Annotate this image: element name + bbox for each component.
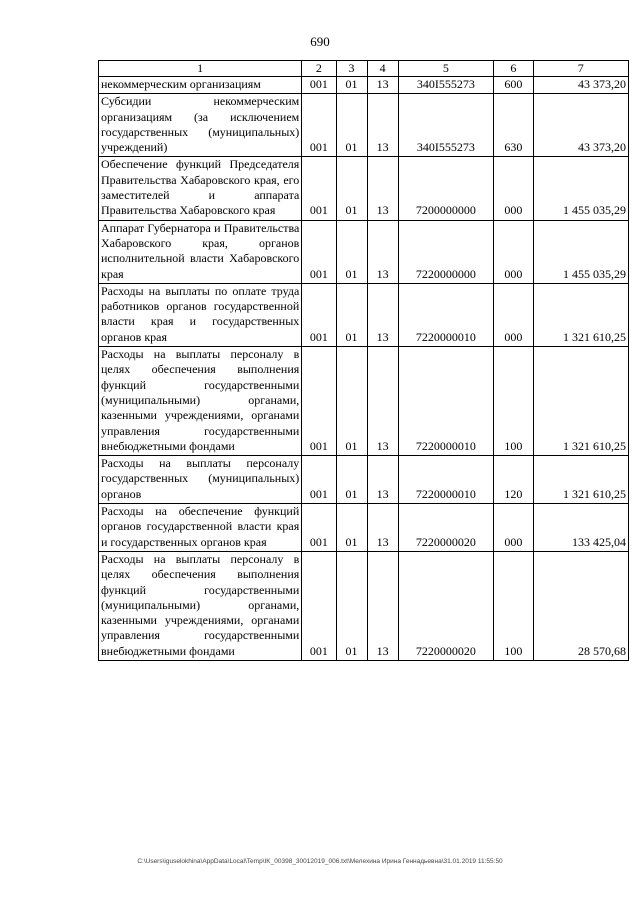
row-expense-type: 100 [494, 551, 533, 660]
table-row [99, 94, 629, 157]
row-name: Аппарат Губернатора и Правительства Хабаровского края, органов исполнительной власти Хабаровского края [99, 220, 302, 283]
row-target-article: 7220000010 [398, 283, 493, 346]
row-code-admin: 001 [302, 504, 336, 552]
row-expense-type: 000 [494, 283, 533, 346]
header-cell-2: 2 [302, 61, 336, 77]
row-subsection: 13 [367, 347, 398, 456]
row-code-admin: 001 [302, 551, 336, 660]
budget-table [98, 60, 629, 661]
row-subsection: 13 [367, 77, 398, 94]
row-name: Расходы на выплаты по оплате труда работников органов государственной власти края и государственных органов края [99, 283, 302, 346]
row-subsection: 13 [367, 157, 398, 220]
row-name: Обеспечение функций Председателя Правительства Хабаровского края, его заместителей и аппарата Правительства Хабаровского края [99, 157, 302, 220]
row-amount: 1 321 610,25 [533, 456, 628, 504]
table-row [99, 283, 629, 346]
row-amount: 1 455 035,29 [533, 157, 628, 220]
row-target-article: 7220000000 [398, 220, 493, 283]
row-section: 01 [336, 157, 367, 220]
row-amount: 1 455 035,29 [533, 220, 628, 283]
row-name: Расходы на выплаты персоналу государственных (муниципальных) органов [99, 456, 302, 504]
row-amount: 1 321 610,25 [533, 283, 628, 346]
row-amount: 1 321 610,25 [533, 347, 628, 456]
row-subsection: 13 [367, 504, 398, 552]
row-amount: 28 570,68 [533, 551, 628, 660]
header-cell-3: 3 [336, 61, 367, 77]
table-row [99, 220, 629, 283]
header-cell-4: 4 [367, 61, 398, 77]
row-name: Расходы на выплаты персоналу в целях обеспечения выполнения функций государственными (муниципальными) органами, казенными учреждениями, органами управления государственными внебюджетными фондами [99, 551, 302, 660]
row-expense-type: 000 [494, 504, 533, 552]
row-subsection: 13 [367, 94, 398, 157]
row-amount: 43 373,20 [533, 77, 628, 94]
row-section: 01 [336, 283, 367, 346]
row-target-article: 7220000020 [398, 551, 493, 660]
row-name: некоммерческим организациям [99, 77, 302, 94]
row-target-article: 7220000010 [398, 347, 493, 456]
header-cell-5: 5 [398, 61, 493, 77]
row-amount: 133 425,04 [533, 504, 628, 552]
row-code-admin: 001 [302, 94, 336, 157]
row-section: 01 [336, 77, 367, 94]
row-expense-type: 000 [494, 220, 533, 283]
table-row [99, 551, 629, 660]
table-row [99, 347, 629, 456]
row-section: 01 [336, 220, 367, 283]
file-path-footer: C:\Users\iguselokhina\AppData\Local\Temp\IK_00398_30012019_006.txt\Мелехина Ирина Геннадьевна\31.01.2019 11:55:50 [137, 858, 503, 865]
header-cell-7: 7 [533, 61, 628, 77]
row-code-admin: 001 [302, 77, 336, 94]
row-code-admin: 001 [302, 220, 336, 283]
row-target-article: 7220000020 [398, 504, 493, 552]
row-expense-type: 000 [494, 157, 533, 220]
row-target-article: 7200000000 [398, 157, 493, 220]
table-row [99, 157, 629, 220]
row-section: 01 [336, 94, 367, 157]
row-code-admin: 001 [302, 456, 336, 504]
row-target-article: 340I555273 [398, 94, 493, 157]
row-expense-type: 630 [494, 94, 533, 157]
row-section: 01 [336, 456, 367, 504]
row-code-admin: 001 [302, 283, 336, 346]
row-section: 01 [336, 504, 367, 552]
header-row [99, 61, 629, 77]
row-subsection: 13 [367, 283, 398, 346]
row-target-article: 7220000010 [398, 456, 493, 504]
row-name: Расходы на выплаты персоналу в целях обеспечения выполнения функций государственными (муниципальными) органами, казенными учреждениями, органами управления государственными внебюджетными фондами [99, 347, 302, 456]
row-subsection: 13 [367, 456, 398, 504]
page-number: 690 [310, 34, 330, 49]
row-section: 01 [336, 551, 367, 660]
row-name: Расходы на обеспечение функций органов государственной власти края и государственных органов края [99, 504, 302, 552]
row-subsection: 13 [367, 551, 398, 660]
row-amount: 43 373,20 [533, 94, 628, 157]
header-cell-6: 6 [494, 61, 533, 77]
row-section: 01 [336, 347, 367, 456]
row-subsection: 13 [367, 220, 398, 283]
row-expense-type: 120 [494, 456, 533, 504]
table-row [99, 504, 629, 552]
row-name: Субсидии некоммерческим организациям (за исключением государственных (муниципальных) учреждений) [99, 94, 302, 157]
row-code-admin: 001 [302, 347, 336, 456]
row-code-admin: 001 [302, 157, 336, 220]
row-target-article: 340I555273 [398, 77, 493, 94]
table-row [99, 456, 629, 504]
row-expense-type: 100 [494, 347, 533, 456]
header-cell-1: 1 [99, 61, 302, 77]
table-row [99, 77, 629, 94]
row-expense-type: 600 [494, 77, 533, 94]
